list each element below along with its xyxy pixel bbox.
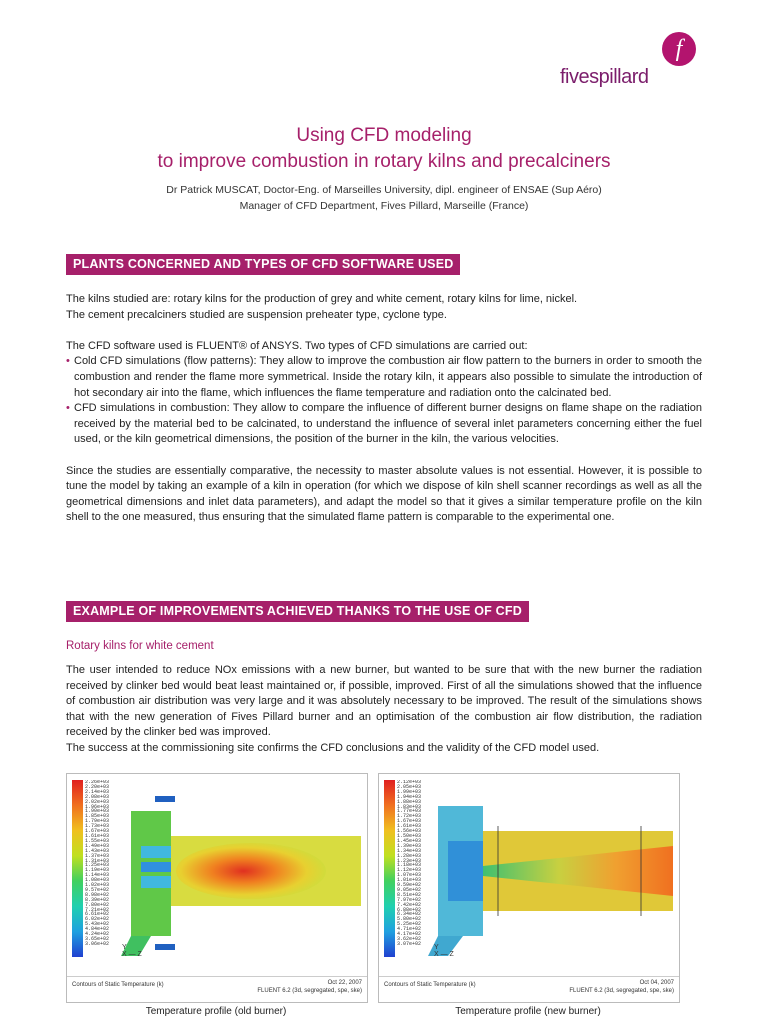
section-2-body <box>66 663 702 757</box>
subheading-white-cement: Rotary kilns for white cement <box>66 640 214 652</box>
figure-footer <box>379 976 679 1003</box>
colorbar-tick-label: 7.21e+02 <box>85 906 110 913</box>
bullet-item: • Cold CFD simulations (flow patterns): They allow to improve the combustion air flow pattern to the burners in order to smooth the combustion and render the flame more symmetrical. Inside the rotary kiln, it appears also possible to simulate the introduction of hot secondary air into the flame, which influences the flame temperature and radiation onto the calcinated bed. <box>66 354 702 401</box>
axis-indicator: Y X — Z <box>434 944 454 958</box>
colorbar-tick-label: 6.88e+02 <box>397 906 422 913</box>
author-line-2: Manager of CFD Department, Fives Pillard, Marseille (France) <box>239 200 529 212</box>
colorbar-tick-label: 1.67e+03 <box>85 828 110 835</box>
colorbar-tick-label: 2.12e+03 <box>397 780 422 785</box>
paragraph: The kilns studied are: rotary kilns for the production of grey and white cement, rotary kilns for lime, nickel. <box>66 293 578 305</box>
colorbar-tick-label: 1.08e+03 <box>85 877 110 884</box>
colorbar-tick-label: 7.80e+02 <box>85 901 110 908</box>
date-label: Oct 04, 2007 <box>639 980 674 986</box>
colorbar-tick-label: 2.26e+03 <box>85 780 110 785</box>
colorbar-tick-label: 1.79e+03 <box>85 818 110 825</box>
colorbar-tick-label: 9.57e+02 <box>85 886 110 893</box>
section-heading-plants: PLANTS CONCERNED AND TYPES OF CFD SOFTWARE USED <box>66 254 460 275</box>
colorbar-tick-label: 1.37e+03 <box>85 852 110 859</box>
colorbar <box>72 780 83 957</box>
colorbar-tick-label: 1.34e+03 <box>397 847 422 854</box>
colorbar-tick-label: 1.77e+03 <box>397 808 422 815</box>
figure-caption-old: Temperature profile (old burner) <box>145 1006 287 1017</box>
colorbar-tick-label: 8.98e+02 <box>85 891 110 898</box>
colorbar-tick-label: 1.73e+03 <box>85 823 110 830</box>
colorbar-tick-label: 2.20e+03 <box>85 783 110 790</box>
colorbar-tick-label: 1.88e+03 <box>397 798 422 805</box>
logo-text: fivespillard <box>560 66 649 88</box>
colorbar-tick-label: 3.07e+02 <box>397 940 422 947</box>
colorbar-tick-label: 1.18e+03 <box>397 862 422 869</box>
colorbar-tick-label: 1.61e+03 <box>397 823 422 830</box>
colorbar-tick-label: 1.56e+03 <box>397 828 422 835</box>
colorbar-tick-label: 8.39e+02 <box>85 896 110 903</box>
paragraph: Since the studies are essentially comparative, the necessity to master absolute values is not essential. However, it is possible to tune the model by taking an example of a kiln in operation (for which we dispose of kiln shell scanner recordings as well as all the geometrical dimensions and inlet data parameters), and adapt the model so that it gives a similar temperature profile on the kiln shell to the one measured, thus ensuring that the simulated flame pattern is comparable to the experimental one. <box>66 464 702 524</box>
colorbar-tick-label: 1.43e+03 <box>85 847 110 854</box>
colorbar-tick-label: 6.61e+02 <box>85 911 110 918</box>
paper-title-line-2: to improve combustion in rotary kilns and precalciners <box>157 151 611 172</box>
colorbar-tick-label: 1.45e+03 <box>397 837 422 844</box>
temperature-contour-old <box>111 796 361 956</box>
figure-old-burner <box>66 773 368 1003</box>
temperature-contour-new <box>423 796 673 956</box>
colorbar-tick-label: 4.84e+02 <box>85 926 110 933</box>
colorbar-tick-label: 4.24e+02 <box>85 931 110 938</box>
colorbar-tick-label: 1.49e+03 <box>85 842 110 849</box>
colorbar-tick-label: 1.50e+03 <box>397 832 422 839</box>
colorbar-tick-label: 1.90e+03 <box>85 808 110 815</box>
fives-pillard-logo <box>560 32 710 92</box>
colorbar-tick-label: 1.94e+03 <box>397 793 422 800</box>
contour-label: Contours of Static Temperature (k) <box>72 982 164 988</box>
colorbar-tick-label: 4.17e+02 <box>397 931 422 938</box>
colorbar-tick-label: 2.14e+03 <box>85 788 110 795</box>
axis-indicator: Y X — Z <box>122 944 142 958</box>
section-heading-examples: EXAMPLE OF IMPROVEMENTS ACHIEVED THANKS TO THE USE OF CFD <box>66 601 529 622</box>
colorbar-tick-label: 1.85e+03 <box>85 813 110 820</box>
section-1-body <box>66 292 702 526</box>
colorbar-tick-label: 1.14e+03 <box>85 872 110 879</box>
colorbar-tick-label: 9.05e+02 <box>397 886 422 893</box>
software-label: FLUENT 6.2 (3d, segregated, spe, ske) <box>257 988 362 994</box>
colorbar-tick-label: 1.31e+03 <box>85 857 110 864</box>
author-line-1: Dr Patrick MUSCAT, Doctor-Eng. of Marseilles University, dipl. engineer of ENSAE (Sup Aéro) <box>166 184 602 196</box>
colorbar-tick-label: 1.55e+03 <box>85 837 110 844</box>
paper-title-line-1: Using CFD modeling <box>296 125 472 146</box>
logo-mark-icon: f <box>662 32 696 66</box>
colorbar-tick-label: 3.62e+02 <box>397 936 422 942</box>
colorbar-tick-label: 6.34e+02 <box>397 911 422 918</box>
figure-footer <box>67 976 367 1003</box>
colorbar-tick-label: 1.61e+03 <box>85 832 110 839</box>
contour-label: Contours of Static Temperature (k) <box>384 982 476 988</box>
colorbar-tick-label: 1.39e+03 <box>397 842 422 849</box>
paragraph: The CFD software used is FLUENT® of ANSYS. Two types of CFD simulations are carried out: <box>66 339 528 352</box>
colorbar-tick-label: 1.72e+03 <box>397 813 422 820</box>
colorbar <box>384 780 395 957</box>
colorbar-tick-label: 1.96e+03 <box>85 803 110 810</box>
colorbar-tick-label: 1.99e+03 <box>397 788 422 795</box>
figure-caption-new: Temperature profile (new burner) <box>455 1006 601 1017</box>
colorbar-tick-label: 1.19e+03 <box>85 867 110 874</box>
colorbar-tick-label: 4.71e+02 <box>397 926 422 933</box>
colorbar-tick-label: 1.67e+03 <box>397 818 422 825</box>
paragraph: The cement precalciners studied are suspension preheater type, cyclone type. <box>66 308 447 321</box>
colorbar-tick-label: 1.23e+03 <box>397 857 422 864</box>
colorbar-tick-label: 1.25e+03 <box>85 862 110 869</box>
colorbar-labels <box>397 780 423 957</box>
colorbar-tick-label: 1.01e+03 <box>397 877 422 884</box>
colorbar-tick-label: 3.06e+02 <box>85 940 110 947</box>
colorbar-tick-label: 6.02e+02 <box>85 916 110 923</box>
colorbar-labels <box>85 780 111 957</box>
colorbar-tick-label: 2.02e+03 <box>85 798 110 805</box>
colorbar-tick-label: 2.08e+03 <box>85 793 110 800</box>
colorbar-tick-label: 8.51e+02 <box>397 891 422 898</box>
bullet-item: • CFD simulations in combustion: They allow to compare the influence of different burner designs on flame shape on the radiation received by the material bed to be calcinated, to understand the influence of several inlet parameters concerning either the fuel used, or the kiln geometrical dimensions, the position of the burner in the kiln, the various velocities. <box>66 401 702 448</box>
colorbar-tick-label: 3.65e+02 <box>85 936 110 942</box>
colorbar-tick-label: 1.28e+03 <box>397 852 422 859</box>
colorbar-tick-label: 2.05e+03 <box>397 783 422 790</box>
colorbar-tick-label: 5.43e+02 <box>85 921 110 928</box>
paragraph: The user intended to reduce NOx emissions with a new burner, but wanted to be sure that with the new burner the radiation received by clinker bed would beat least maintained or, if possible, improved. First of all the simulations showed that the influence of combustion air distribution was very large and it was absolutely necessary to be improved. The result of the simulations shows that with the new generation of Fives Pillard burner and an optimisation of the combustion air flow distribution, the radiation received by the clinker bed was improved. <box>66 664 702 739</box>
paragraph: The success at the commissioning site confirms the CFD conclusions and the validity of the CFD model used. <box>66 741 600 754</box>
date-label: Oct 22, 2007 <box>327 980 362 986</box>
colorbar-tick-label: 7.42e+02 <box>397 901 422 908</box>
colorbar-tick-label: 5.25e+02 <box>397 921 422 928</box>
figure-new-burner <box>378 773 680 1003</box>
colorbar-tick-label: 1.12e+03 <box>397 867 422 874</box>
colorbar-tick-label: 1.83e+03 <box>397 803 422 810</box>
colorbar-tick-label: 7.97e+02 <box>397 896 422 903</box>
colorbar-tick-label: 9.59e+02 <box>397 882 422 889</box>
colorbar-tick-label: 1.02e+03 <box>85 882 110 889</box>
colorbar-tick-label: 5.80e+02 <box>397 916 422 923</box>
software-label: FLUENT 6.2 (3d, segregated, spe, ske) <box>569 988 674 994</box>
colorbar-tick-label: 1.07e+03 <box>397 872 422 879</box>
